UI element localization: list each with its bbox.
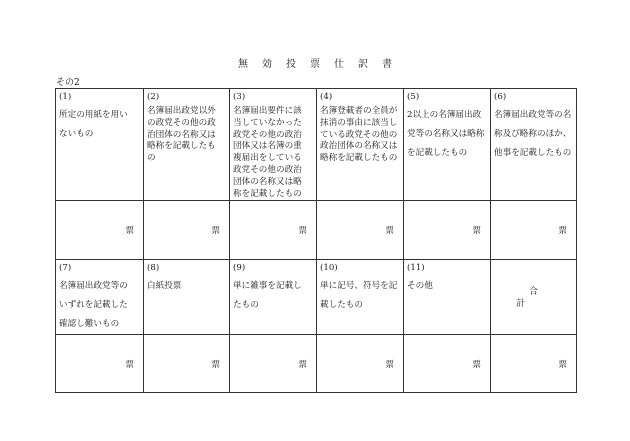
category-number: (4) [320, 92, 333, 102]
total-count-cell[interactable] [491, 335, 577, 393]
category-row-1 [56, 89, 577, 201]
vote-unit: 票 [472, 359, 481, 370]
category-description: 2以上の名簿届出政 党等の名称又は略称 を記載したもの [407, 110, 485, 158]
vote-unit: 票 [558, 359, 567, 370]
category-description: 所定の用紙を用い ないもの [59, 110, 128, 139]
count-row-2 [56, 335, 577, 393]
category-cell-11 [404, 260, 491, 335]
category-description: 単に雑事を記載し たもの [233, 281, 302, 311]
category-cell-7 [56, 260, 144, 335]
document-title: 無効投票仕訳書 [238, 59, 406, 70]
category-number: (10) [320, 263, 338, 274]
category-cell-9 [230, 260, 317, 335]
count-cell-1[interactable] [56, 201, 144, 260]
vote-unit: 票 [385, 359, 394, 370]
count-cell-3[interactable] [230, 201, 317, 260]
document-subtitle: その2 [56, 78, 80, 88]
count-cell-4[interactable] [317, 201, 404, 260]
category-description: 名簿登載者の全員が 抹消の事由に該当し ている政党その他の 政治団体の名称又は 略称を記載したもの [320, 106, 398, 164]
vote-unit: 票 [211, 359, 220, 370]
vote-unit: 票 [125, 226, 134, 237]
category-cell-6 [491, 89, 577, 201]
category-description: 白紙投票 [147, 281, 182, 292]
vote-unit: 票 [558, 226, 567, 237]
category-number: (9) [233, 263, 246, 274]
vote-unit: 票 [298, 359, 307, 370]
category-cell-3 [230, 89, 317, 201]
count-cell-7[interactable] [56, 335, 144, 393]
category-description: 名簿届出政党以外 の政党その他の政 治団体の名称又は 略称を記載したも の [147, 106, 216, 164]
category-row-2 [56, 260, 577, 335]
count-cell-2[interactable] [144, 201, 230, 260]
category-description: 名簿届出政党等の名 称及び略称のほか、 他事を記載したもの [494, 110, 572, 158]
category-number: (7) [59, 263, 72, 274]
count-cell-11[interactable] [404, 335, 491, 393]
count-cell-6[interactable] [491, 201, 577, 260]
category-number: (5) [407, 92, 420, 102]
category-description: 名簿届出要件に該 当していなかった 政党その他の政治 団体又は名簿の重 複届出をしている 政党その他の政治 団体の名称又は略 称を記載したもの [233, 106, 302, 199]
category-cell-10 [317, 260, 404, 335]
category-number: (6) [494, 92, 507, 102]
category-description: 単に記号、符号を記 載したもの [320, 281, 398, 311]
total-label-cell [491, 260, 577, 335]
category-number: (1) [59, 92, 72, 102]
category-cell-8 [144, 260, 230, 335]
category-cell-2 [144, 89, 230, 201]
category-cell-1 [56, 89, 144, 201]
category-number: (2) [147, 92, 160, 102]
vote-unit: 票 [298, 226, 307, 237]
invalid-votes-table [55, 88, 577, 393]
category-cell-4 [317, 89, 404, 201]
category-cell-5 [404, 89, 491, 201]
count-cell-10[interactable] [317, 335, 404, 393]
vote-unit: 票 [211, 226, 220, 237]
category-number: (3) [233, 92, 246, 102]
category-description: その他 [407, 281, 433, 292]
count-cell-5[interactable] [404, 201, 491, 260]
vote-unit: 票 [385, 226, 394, 237]
category-description: 名簿届出政党等の いずれを記載した 確認し難いもの [59, 281, 128, 330]
category-number: (8) [147, 263, 160, 274]
total-label: 合計 [515, 287, 564, 310]
category-number: (11) [407, 263, 425, 274]
vote-unit: 票 [125, 359, 134, 370]
count-cell-9[interactable] [230, 335, 317, 393]
vote-unit: 票 [472, 226, 481, 237]
count-row-1 [56, 201, 577, 260]
count-cell-8[interactable] [144, 335, 230, 393]
